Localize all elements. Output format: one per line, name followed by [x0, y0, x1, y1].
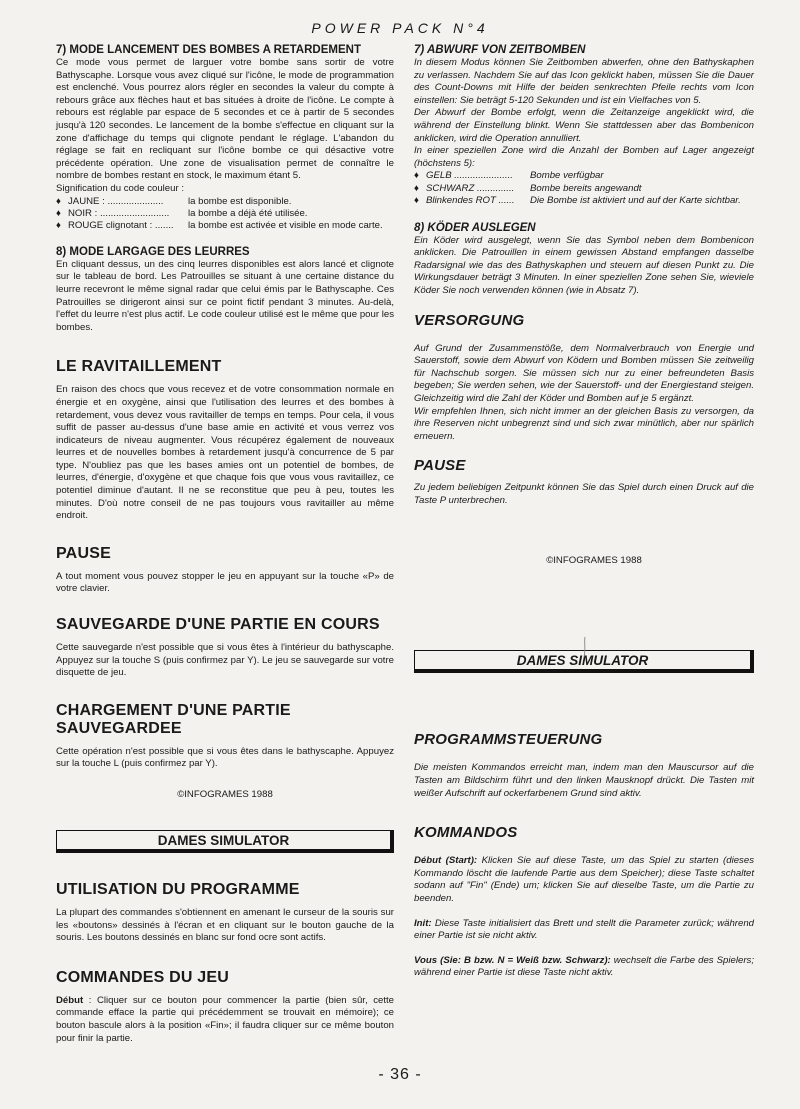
diamond-bullet-icon: ♦ — [414, 170, 419, 182]
paragraph-pause-fr: A tout moment vous pouvez stopper le jeu en appuyant sur la touche «P» de votre clavier. — [56, 570, 394, 595]
paragraph-versorgung-2: Wir empfehlen Ihnen, sich nicht immer an der gleichen Basis zu versorgen, da ihre Reserven nicht unbegrenzt sind und sich zwar minütlich, aber nur spärlich erneuern. — [414, 405, 754, 442]
paragraph-bomben-de-2: Der Abwurf der Bombe erfolgt, wenn die Zeitanzeige angeklickt wird, die während der Einstellung blinkt. Wenn Sie stattdessen aber das Bombenicon anklicken, wird die Operation annulliert. — [414, 107, 754, 144]
diamond-bullet-icon: ♦ — [56, 207, 61, 219]
paragraph-utilisation: La plupart des commandes s'obtiennent en amenant le curseur de la souris sur les «boutons» dessinés à l'écran et en cliquant sur le bouton gauche de la souris. Les boutons dessinés en blanc sur fond ocre sont actifs. — [56, 907, 394, 944]
text-vous: wechselt die Farbe des Spielers; während einer Partie ist diese Taste nicht aktiv. — [414, 954, 754, 979]
section-title-bomben-de: 7) ABWURF VON ZEITBOMBEN — [414, 44, 586, 56]
paragraph-bombes-fr: Ce mode vous permet de larguer votre bombe sans sortir de votre Bathyscaphe. Lorsque vous avez cliqué sur l'icône, le mode de programmation est enclenché. Vous pourrez alors régler en secondes la valeur du compte à rebours grâce aux flèches haut et bas situées à droite de l'icône. Le compte à rebours est réglable par espace de 5 secondes et ce à partir de 5 secondes jusqu'à 120 secondes. Le lancement de la bombe s'effectue en cliquant sur la zone d'affichage du temps qui clignote pendant le réglage. L'abandon du réglage se fait en recliquant sur l'icône bombe ce qui désactive votre précédente opération. Une zone de visualisation permet de connaître le nombre de bombes restant en stock, le maximum étant 5. — [56, 57, 394, 182]
legend-row — [414, 195, 754, 207]
label-debut: Début — [56, 994, 84, 1006]
page-number: - 36 - — [378, 1066, 422, 1083]
copyright-de: ©INFOGRAMES 1988 — [546, 555, 642, 567]
page-header: POWER PACK N°4 — [311, 20, 489, 36]
heading-sauvegarde: SAUVEGARDE D'UNE PARTIE EN COURS — [56, 616, 380, 634]
paragraph-bomben-de-1: In diesem Modus können Sie Zeitbomben abwerfen, ohne den Bathyskaphen zu verlassen. Nachdem Sie auf das Icon geklickt haben, müssen Sie die Dauer des Count-Downs mit Hilfe der beiden senkrechten Pfeile rechts vom Icon einstellen: Sie beträgt 5-120 Sekunden und ist ein Vielfaches von 5. — [414, 57, 754, 106]
heading-kommandos: KOMMANDOS — [414, 824, 518, 842]
diamond-bullet-icon: ♦ — [414, 182, 419, 194]
paragraph-chargement: Cette opération n'est possible que si vous êtes dans le bathyscaphe. Appuyez sur la touche L (puis confirmez par Y). — [56, 745, 394, 770]
paragraph-ravitaillement: En raison des chocs que vous recevez et de votre consommation normale en énergie et en oxygène, ainsi que l'utilisation des leurres et des bombes à retardement, vous devez vous ravitailler de temps en temps. Pour cela, il vous suffit de passer au-dessus d'une base amie en activité et vous verrez vos indicateurs de niveau augmenter. Vous récupérez également de nouveaux leurres et de nouvelles bombes à retardement jusqu'à concurrence de 5 par type. N'oubliez pas que les bases amies ont un potentiel de bombes, de leurres, d'énergie, d'oxygène et que chaque fois que vous vous ravitaillez, ce potentiel diminue d'autant. Il ne se reconstitue que peu à peu, toutes les minutes. D'où notre conseil de ne pas toujours vous ravitailler au même endroit. — [56, 384, 394, 522]
copyright-fr: ©INFOGRAMES 1988 — [177, 789, 273, 800]
pen-mark-icon — [582, 636, 588, 658]
paragraph-koeder-de: Ein Köder wird ausgelegt, wenn Sie das Symbol neben dem Bombenicon anklicken. Die Patrouillen in einem gewissen Abstand empfangen dasselbe Radarsignal wie das des Bathyskaphen und steuern auf diesen Punkt zu. Die Wirkungsdauer beträgt 3 Minuten. In einer speziellen Zone sehen Sie, wieviele Köder Sie noch verwenden können (wie in Absatz 7). — [414, 234, 754, 296]
legend-row — [414, 170, 754, 182]
legend-row — [56, 208, 394, 220]
legend-value: la bombe est activée et visible en mode carte. — [188, 220, 383, 232]
label-init: Init: — [414, 917, 432, 929]
text-debut-start: Klicken Sie auf diese Taste, um das Spiel zu starten (dieses Kommando löscht die laufende Partie aus dem Speicher); diese Taste schaltet sodann auf "Fin" (Ende) um; klicken Sie auf dieselbe Taste, um die Partie zu beenden. — [414, 855, 754, 905]
section-title-leurres-fr: 8) MODE LARGAGE DES LEURRES — [56, 245, 250, 258]
paragraph-pause-de: Zu jedem beliebigen Zeitpunkt können Sie das Spiel durch einen Druck auf die Taste P unterbrechen. — [414, 482, 754, 506]
legend-intro-fr: Signification du code couleur : — [56, 182, 184, 194]
paragraph-kommando-vous — [414, 955, 754, 980]
paragraph-kommando-init — [414, 918, 754, 943]
legend-key: ROUGE clignotant : ....... — [68, 220, 174, 232]
paragraph-sauvegarde: Cette sauvegarde n'est possible que si vous êtes à l'intérieur du bathyscaphe. Appuyez sur la touche S (puis confirmez par Y). Le jeu se sauvegarde sur votre disquette de jeu. — [56, 642, 394, 679]
diamond-bullet-icon: ♦ — [56, 220, 61, 232]
heading-versorgung: VERSORGUNG — [414, 311, 525, 329]
paragraph-versorgung-1: Auf Grund der Zusammenstöße, dem Normalverbrauch von Energie und Sauerstoff, sowie dem Abwurf von Ködern und Bomben müssen Sie zeitweilig für Nachschub sorgen. Sie müssen sich nur zu einer befreundeten Basis begeben; Sie werden sehen, wie der Sauerstoff- und der Energiestand steigen. Gleichzeitig wird die Zahl der Köder und Bomben auf je 5 ergänzt. — [414, 342, 754, 404]
legend-key: JAUNE : ..................... — [68, 195, 164, 207]
label-debut-start: Début (Start): — [414, 855, 478, 867]
section-title-koeder-de: 8) KÖDER AUSLEGEN — [414, 221, 536, 234]
heading-commandes: COMMANDES DU JEU — [56, 968, 229, 986]
heading-chargement: CHARGEMENT D'UNE PARTIE SAUVEGARDEE — [56, 701, 291, 737]
legend-key: Blinkendes ROT ...... — [426, 195, 515, 207]
paragraph-bomben-de-3: In einer speziellen Zone wird die Anzahl der Bomben auf Lager angezeigt (höchstens 5): — [414, 145, 754, 169]
legend-key: GELB ...................... — [426, 170, 513, 182]
diamond-bullet-icon: ♦ — [56, 195, 61, 207]
text-debut: : Cliquer sur ce bouton pour commencer la partie (bien sûr, cette commande efface la partie qui précédemment se trouvait en mémoire); ce bouton bascule alors à la position «Fin»; il faudra cliquer sur ce même bouton pour finir la partie. — [56, 994, 394, 1044]
heading-programmsteuerung: PROGRAMMSTEUERUNG — [414, 731, 603, 749]
dames-simulator-box-de: DAMES SIMULATOR — [414, 650, 754, 673]
legend-key: NOIR : .......................... — [68, 207, 170, 219]
legend-value: Bombe verfügbar — [530, 170, 604, 182]
dames-simulator-box-fr: DAMES SIMULATOR — [56, 830, 394, 853]
text-init: Diese Taste initialisiert das Brett und stellt die Parameter zurück; während einer Partie ist sie nicht aktiv. — [414, 917, 754, 942]
legend-row — [56, 220, 394, 232]
section-title-bombes-fr: 7) MODE LANCEMENT DES BOMBES A RETARDEMENT — [56, 44, 361, 56]
paragraph-leurres-fr: En cliquant dessus, un des cinq leurres disponibles est alors lancé et clignote sur le tableau de bord. Les Patrouilles se situant à une certaine distance du leurre recevront le même signal radar que celui émis par le Bathyscaphe. Ces Patrouilles se dirigeront ainsi sur ce point fictif pendant 3 minutes. Au-delà, l'effet du leurre n'est plus actif. Le code couleur utilisé est le même que pour les bombes. — [56, 258, 394, 333]
color-legend-de — [414, 170, 754, 207]
legend-row — [56, 196, 394, 208]
paragraph-commandes — [56, 995, 394, 1045]
color-legend-fr — [56, 196, 394, 233]
diamond-bullet-icon: ♦ — [414, 195, 419, 207]
paragraph-kommando-debut — [414, 855, 754, 905]
legend-value: la bombe a déjà été utilisée. — [188, 207, 308, 219]
french-column — [56, 44, 394, 1045]
legend-row — [414, 183, 754, 195]
legend-value: la bombe est disponible. — [188, 195, 292, 207]
heading-pause-de: PAUSE — [414, 457, 466, 475]
heading-utilisation: UTILISATION DU PROGRAMME — [56, 881, 300, 898]
label-vous: Vous (Sie: B bzw. N = Weiß bzw. Schwarz): — [414, 954, 611, 966]
german-column — [414, 44, 754, 980]
legend-value: Die Bombe ist aktiviert und auf der Karte sichtbar. — [530, 195, 741, 207]
legend-value: Bombe bereits angewandt — [530, 182, 642, 194]
heading-pause-fr: PAUSE — [56, 544, 111, 562]
legend-key: SCHWARZ .............. — [426, 182, 515, 194]
paragraph-programmsteuerung: Die meisten Kommandos erreicht man, indem man den Mauscursor auf die Tasten am Bildschirm führt und den linken Mausknopf drückt. Die Tasten mit weißer Aufschrift auf ockerfarbenem Grund sind aktiv. — [414, 762, 754, 799]
heading-ravitaillement: LE RAVITAILLEMENT — [56, 358, 222, 376]
